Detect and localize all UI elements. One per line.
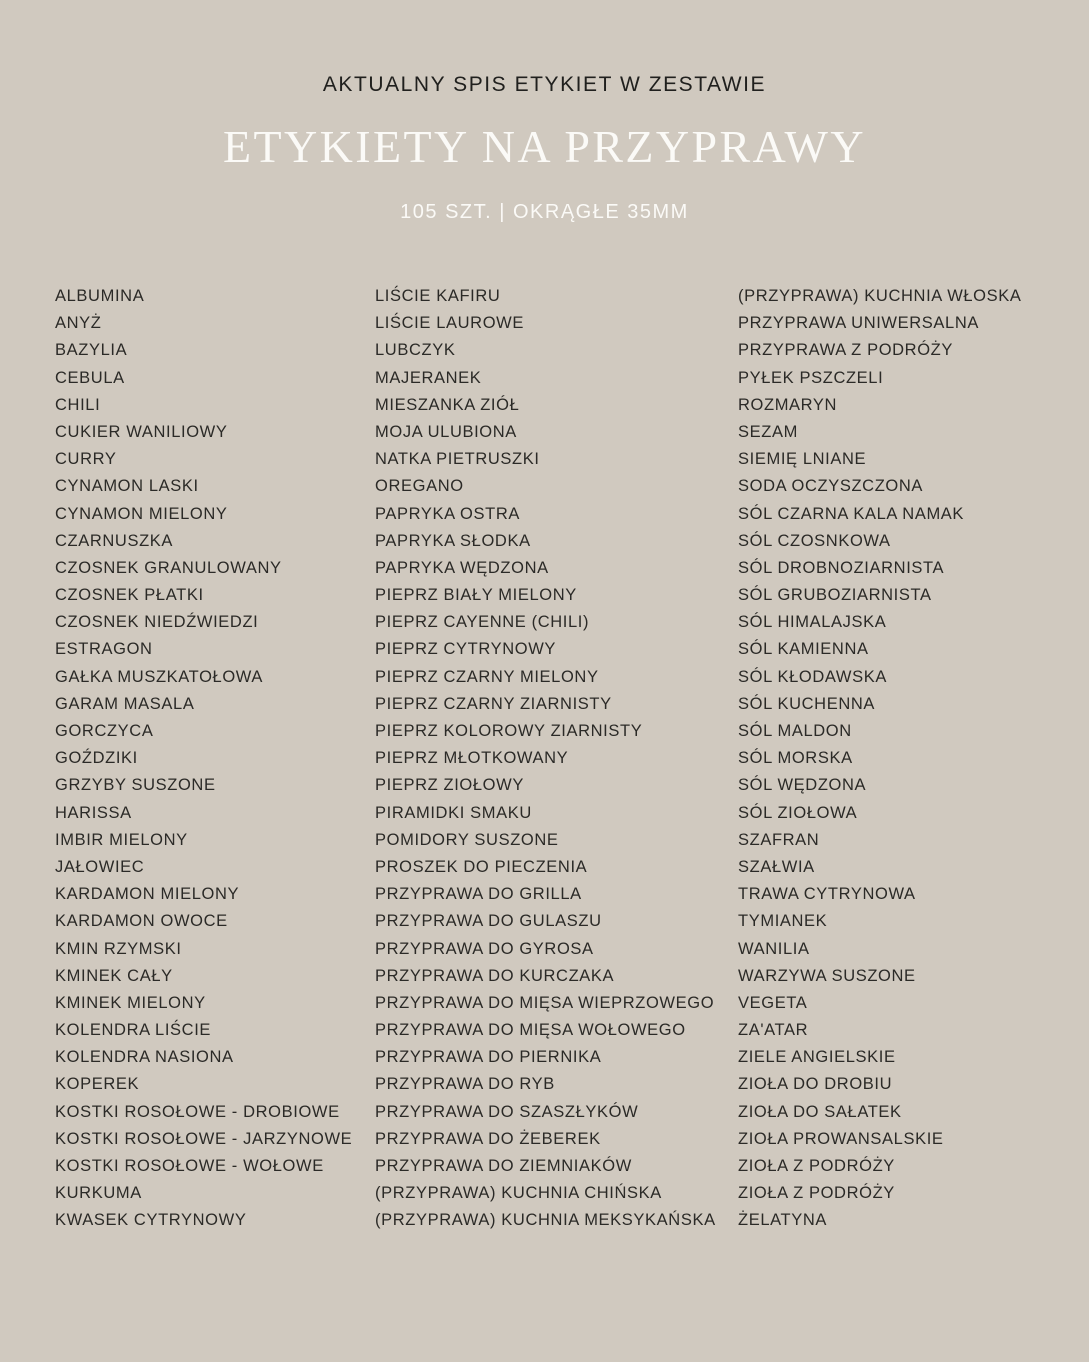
label-column-1 xyxy=(55,283,375,1235)
label-list-item: PRZYPRAWA DO SZASZŁYKÓW xyxy=(375,1102,639,1121)
label-list-item: CYNAMON LASKI xyxy=(55,477,199,496)
label-list-item: LUBCZYK xyxy=(375,341,456,360)
label-list-item: KOSTKI ROSOŁOWE - WOŁOWE xyxy=(55,1157,324,1175)
label-list-item: ANYŻ xyxy=(55,314,102,333)
label-list-item: SIEMIĘ LNIANE xyxy=(738,450,867,469)
label-columns xyxy=(0,283,1089,1235)
label-list-item: TRAWA CYTRYNOWA xyxy=(738,885,916,904)
label-list-item: CZOSNEK PŁATKI xyxy=(55,586,204,605)
label-list-item: CYNAMON MIELONY xyxy=(55,504,228,523)
label-list-item: PRZYPRAWA DO GRILLA xyxy=(375,885,582,904)
label-list-item: GRZYBY SUSZONE xyxy=(55,776,216,795)
label-list-item: CZOSNEK GRANULOWANY xyxy=(55,558,282,577)
label-list-item: CEBULA xyxy=(55,368,125,387)
label-list-item: KURKUMA xyxy=(55,1184,142,1203)
label-list-item: SÓL GRUBOZIARNISTA xyxy=(738,586,932,605)
label-list-item: PIEPRZ ZIOŁOWY xyxy=(375,776,524,795)
label-list-item: PIEPRZ CZARNY MIELONY xyxy=(375,667,599,686)
label-list-item: PROSZEK DO PIECZENIA xyxy=(375,857,588,876)
label-list-item: PRZYPRAWA DO PIERNIKA xyxy=(375,1048,602,1067)
label-list-item: KMIN RZYMSKI xyxy=(55,939,182,958)
label-list-item: ZIOŁA Z PODRÓŻY xyxy=(738,1184,895,1203)
label-list-item: PIEPRZ BIAŁY MIELONY xyxy=(375,586,577,605)
label-list-item: PRZYPRAWA DO RYB xyxy=(375,1075,555,1094)
label-list-item: OREGANO xyxy=(375,477,464,496)
label-list-item: PRZYPRAWA DO MIĘSA WIEPRZOWEGO xyxy=(375,993,715,1012)
label-list-item: PYŁEK PSZCZELI xyxy=(738,368,884,387)
label-list-item: ZIOŁA DO DROBIU xyxy=(738,1075,893,1094)
label-list-item: PIEPRZ CYTRYNOWY xyxy=(375,640,557,659)
label-list-item: SÓL DROBNOZIARNISTA xyxy=(738,558,945,577)
label-list-item: CHILI xyxy=(55,395,101,414)
label-list-item: MIESZANKA ZIÓŁ xyxy=(375,395,520,414)
label-list-item: NATKA PIETRUSZKI xyxy=(375,450,540,469)
label-list-item: KOSTKI ROSOŁOWE - JARZYNOWE xyxy=(55,1129,353,1148)
label-list-item: HARISSA xyxy=(55,803,132,822)
label-list-item: PRZYPRAWA DO GULASZU xyxy=(375,912,602,931)
label-list-item: PIEPRZ CAYENNE (CHILI) xyxy=(375,613,590,632)
label-list-item: SÓL CZOSNKOWA xyxy=(738,531,891,550)
label-list-item: LIŚCIE LAUROWE xyxy=(375,314,524,333)
label-list-item: PIRAMIDKI SMAKU xyxy=(375,803,532,822)
label-list-item: SÓL KŁODAWSKA xyxy=(738,667,887,686)
label-list-item: SODA OCZYSZCZONA xyxy=(738,477,924,496)
label-list-item: ZIELE ANGIELSKIE xyxy=(738,1048,896,1067)
label-list-item: CURRY xyxy=(55,450,117,469)
eyebrow-text: AKTUALNY SPIS ETYKIET W ZESTAWIE xyxy=(322,73,767,96)
label-list-item: ZA'ATAR xyxy=(738,1021,809,1040)
label-list-item: KWASEK CYTRYNOWY xyxy=(55,1211,247,1230)
label-list-item: GORCZYCA xyxy=(55,722,154,740)
label-list-item: SÓL WĘDZONA xyxy=(738,776,867,795)
label-list-item: KARDAMON OWOCE xyxy=(55,912,228,931)
label-list-item: SÓL ZIOŁOWA xyxy=(738,803,858,822)
label-list-item: GARAM MASALA xyxy=(55,694,195,713)
label-list-item: SÓL KUCHENNA xyxy=(738,694,876,713)
label-list-item: MAJERANEK xyxy=(375,368,482,387)
label-list-item: IMBIR MIELONY xyxy=(55,830,188,849)
label-list-item: SÓL KAMIENNA xyxy=(738,640,869,659)
label-list-item: (PRZYPRAWA) KUCHNIA WŁOSKA xyxy=(738,287,1022,305)
label-list-item: SEZAM xyxy=(738,422,798,441)
label-list-item: PRZYPRAWA DO GYROSA xyxy=(375,939,594,958)
label-list-item: VEGETA xyxy=(738,993,808,1012)
label-list-item: SÓL CZARNA KALA NAMAK xyxy=(738,504,965,523)
label-list-item: PRZYPRAWA DO MIĘSA WOŁOWEGO xyxy=(375,1021,686,1040)
label-list-item: PAPRYKA OSTRA xyxy=(375,504,520,523)
label-list-item: SÓL MORSKA xyxy=(738,749,853,768)
label-list-3 xyxy=(738,283,1078,1235)
label-list-item: PAPRYKA WĘDZONA xyxy=(375,558,549,577)
label-list-item: KOSTKI ROSOŁOWE - DROBIOWE xyxy=(55,1102,340,1121)
label-list-item: ŻELATYNA xyxy=(738,1211,828,1230)
page-title: ETYKIETY NA PRZYPRAWY xyxy=(223,121,866,172)
label-list-item: WANILIA xyxy=(738,939,810,958)
label-list-item: LIŚCIE KAFIRU xyxy=(375,287,501,305)
label-list-item: PAPRYKA SŁODKA xyxy=(375,531,531,550)
label-list-item: KOLENDRA NASIONA xyxy=(55,1048,234,1067)
label-list-item: PIEPRZ MŁOTKOWANY xyxy=(375,749,569,768)
label-list-item: CZOSNEK NIEDŹWIEDZI xyxy=(55,613,259,632)
label-list-item: PIEPRZ KOLOROWY ZIARNISTY xyxy=(375,722,643,740)
label-list-item: TYMIANEK xyxy=(738,912,828,931)
label-list-item: PRZYPRAWA Z PODRÓŻY xyxy=(738,341,953,360)
label-list-item: PIEPRZ CZARNY ZIARNISTY xyxy=(375,694,612,713)
label-list-2 xyxy=(375,283,738,1235)
label-list-item: ALBUMINA xyxy=(55,287,145,305)
label-list-item: MOJA ULUBIONA xyxy=(375,422,517,441)
label-list-item: ESTRAGON xyxy=(55,640,153,659)
label-list-item: PRZYPRAWA DO ŻEBEREK xyxy=(375,1129,601,1148)
page-subtitle: 105 SZT. | OKRĄGŁE 35MM xyxy=(400,201,689,224)
label-list-item: GAŁKA MUSZKATOŁOWA xyxy=(55,667,263,686)
label-list-item: SZAŁWIA xyxy=(738,857,815,876)
label-list-item: KOLENDRA LIŚCIE xyxy=(55,1021,212,1040)
label-list-item: KARDAMON MIELONY xyxy=(55,885,240,904)
label-list-item: JAŁOWIEC xyxy=(55,857,145,876)
label-list-item: CZARNUSZKA xyxy=(55,531,174,550)
label-list-item: (PRZYPRAWA) KUCHNIA MEKSYKAŃSKA xyxy=(375,1211,716,1230)
page-header xyxy=(0,0,1089,222)
label-list-item: ZIOŁA Z PODRÓŻY xyxy=(738,1157,895,1175)
label-list-1 xyxy=(55,283,375,1235)
label-list-item: GOŹDZIKI xyxy=(55,749,138,768)
label-list-item: ZIOŁA PROWANSALSKIE xyxy=(738,1129,944,1148)
label-list-item: SZAFRAN xyxy=(738,830,820,849)
label-list-item: POMIDORY SUSZONE xyxy=(375,830,559,849)
label-list-item: PRZYPRAWA DO ZIEMNIAKÓW xyxy=(375,1157,632,1175)
label-column-3 xyxy=(738,283,1078,1235)
label-list-item: KMINEK MIELONY xyxy=(55,993,206,1012)
label-list-item: KOPEREK xyxy=(55,1075,140,1094)
label-list-item: (PRZYPRAWA) KUCHNIA CHIŃSKA xyxy=(375,1184,662,1203)
label-list-item: SÓL MALDON xyxy=(738,722,852,740)
label-list-item: KMINEK CAŁY xyxy=(55,966,173,985)
label-list-item: BAZYLIA xyxy=(55,341,128,360)
label-list-item: PRZYPRAWA UNIWERSALNA xyxy=(738,314,979,333)
label-list-item: PRZYPRAWA DO KURCZAKA xyxy=(375,966,615,985)
label-list-area xyxy=(0,283,1089,1235)
label-list-item: ROZMARYN xyxy=(738,395,838,414)
label-list-item: CUKIER WANILIOWY xyxy=(55,422,228,441)
label-list-item: SÓL HIMALAJSKA xyxy=(738,613,887,632)
label-column-2 xyxy=(375,283,738,1235)
label-list-item: ZIOŁA DO SAŁATEK xyxy=(738,1102,902,1121)
label-list-item: WARZYWA SUSZONE xyxy=(738,966,916,985)
